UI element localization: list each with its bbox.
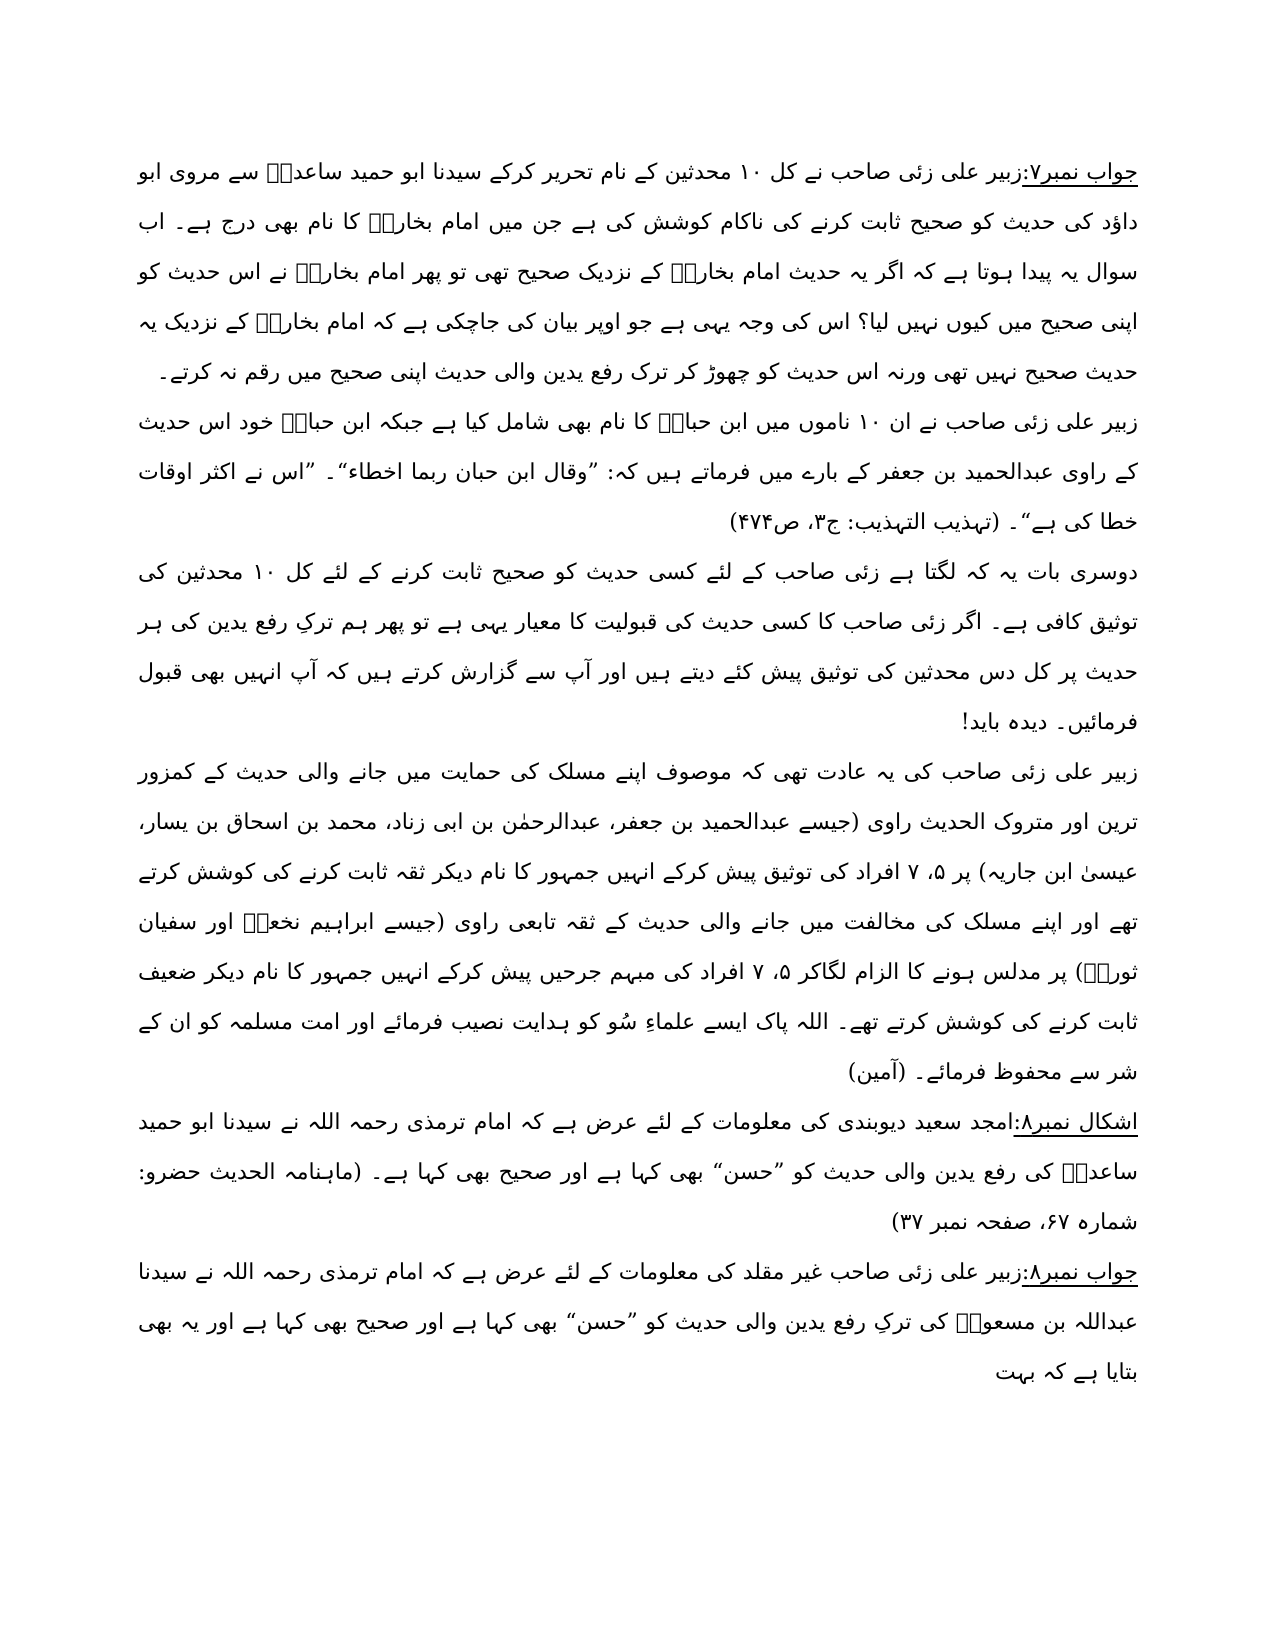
paragraph-text: زبیر علی زئی صاحب نے کل ۱۰ محدثین کے نام تحریر کرکے سیدنا ابو حمید ساعدیؓ سے مروی ابو داؤد کی حدیث کو صحیح ثابت کرنے کی ناکام کوشش کی ہے جن میں امام بخاریؒ کا نام بھی درج ہے۔ اب سوال یہ پیدا ہوتا ہے کہ اگر یہ حدیث امام بخاریؒ کے نزدیک صحیح تھی تو پھر امام بخاریؒ نے اس حدیث کو اپنی صحیح میں کیوں نہیں لیا؟ اس کی وجہ یہی ہے جو اوپر بیان کی جاچکی ہے کہ امام بخاریؒ کے نزدیک یہ حدیث صحیح نہیں تھی ورنہ اس حدیث کو چھوڑ کر ترک رفع یدین والی حدیث اپنی صحیح میں رقم نہ کرتے۔ [138, 160, 1138, 385]
paragraph-objection-8 [138, 1098, 1138, 1248]
paragraph-text: زبیر علی زئی صاحب کی یہ عادت تھی کہ موصوف اپنے مسلک کی حمایت میں جانے والی حدیث کے کمزور ترین اور متروک الحدیث راوی (جیسے عبدالحمید بن جعفر، عبدالرحمٰن بن ابی زناد، محمد بن اسحاق بن یسار، عیسیٰ ابن جاریہ) پر ۵، ۷ افراد کی توثیق پیش کرکے انہیں جمہور کا نام دیکر ثقہ ثابت کرنے کی کوشش کرتے تھے اور اپنے مسلک کی مخالفت میں جانے والی حدیث کے ثقہ تابعی راوی (جیسے ابراہیم نخعیؒ اور سفیان ثوریؒ) پر مدلس ہونے کا الزام لگاکر ۵، ۷ افراد کی مبہم جرحیں پیش کرکے انہیں جمہور کا نام دیکر ضعیف ثابت کرنے کی کوشش کرتے تھے۔ اللہ پاک ایسے علماءِ سُو کو ہدایت نصیب فرمائے اور امت مسلمہ کو ان کے شر سے محفوظ فرمائے۔ (آمین) [138, 760, 1139, 1085]
paragraph-answer-7 [138, 148, 1138, 398]
article-body [138, 148, 1138, 1398]
paragraph-label: جواب نمبر۸: [1021, 1260, 1138, 1285]
paragraph-habit [138, 748, 1138, 1098]
paragraph-text: زبیر علی زئی صاحب نے ان ۱۰ ناموں میں ابن حبانؒ کا نام بھی شامل کیا ہے جبکہ ابن حبانؒ خود اس حدیث کے راوی عبدالحمید بن جعفر کے بارے میں فرماتے ہیں کہ: ”وقال ابن حبان ربما اخطاء“۔ ”اس نے اکثر اوقات خطا کی ہے“۔ (تہذیب التہذیب: ج۳، ص۴۷۴) [138, 410, 1138, 535]
paragraph-ibn-hibban [138, 398, 1138, 548]
paragraph-label: جواب نمبر۷: [1022, 160, 1138, 185]
paragraph-text: زبیر علی زئی صاحب غیر مقلد کی معلومات کے لئے عرض ہے کہ امام ترمذی رحمہ اللہ نے سیدنا عبداللہ بن مسعودؓ کی ترکِ رفع یدین والی حدیث کو ”حسن“ بھی کہا ہے اور صحیح بھی کہا ہے اور یہ بھی بتایا ہے کہ بہت [138, 1260, 1138, 1385]
paragraph-second-point [138, 548, 1138, 748]
paragraph-text: دوسری بات یہ کہ لگتا ہے زئی صاحب کے لئے کسی حدیث کو صحیح ثابت کرنے کے لئے کل ۱۰ محدثین کی توثیق کافی ہے۔ اگر زئی صاحب کا کسی حدیث کی قبولیت کا معیار یہی ہے تو پھر ہم ترکِ رفع یدین کی ہر حدیث پر کل دس محدثین کی توثیق پیش کئے دیتے ہیں اور آپ سے گزارش کرتے ہیں کہ آپ انہیں بھی قبول فرمائیں۔ دیدہ باید! [138, 560, 1138, 735]
paragraph-label: اشکال نمبر۸: [1013, 1110, 1138, 1135]
paragraph-answer-8 [138, 1248, 1138, 1398]
paragraph-text: امجد سعید دیوبندی کی معلومات کے لئے عرض ہے کہ امام ترمذی رحمہ اللہ نے سیدنا ابو حمید ساعدیؓ کی رفع یدین والی حدیث کو ”حسن“ بھی کہا ہے اور صحیح بھی کہا ہے۔ (ماہنامہ الحدیث حضرو: شمارہ ۶۷، صفحہ نمبر ۳۷) [138, 1110, 1138, 1235]
